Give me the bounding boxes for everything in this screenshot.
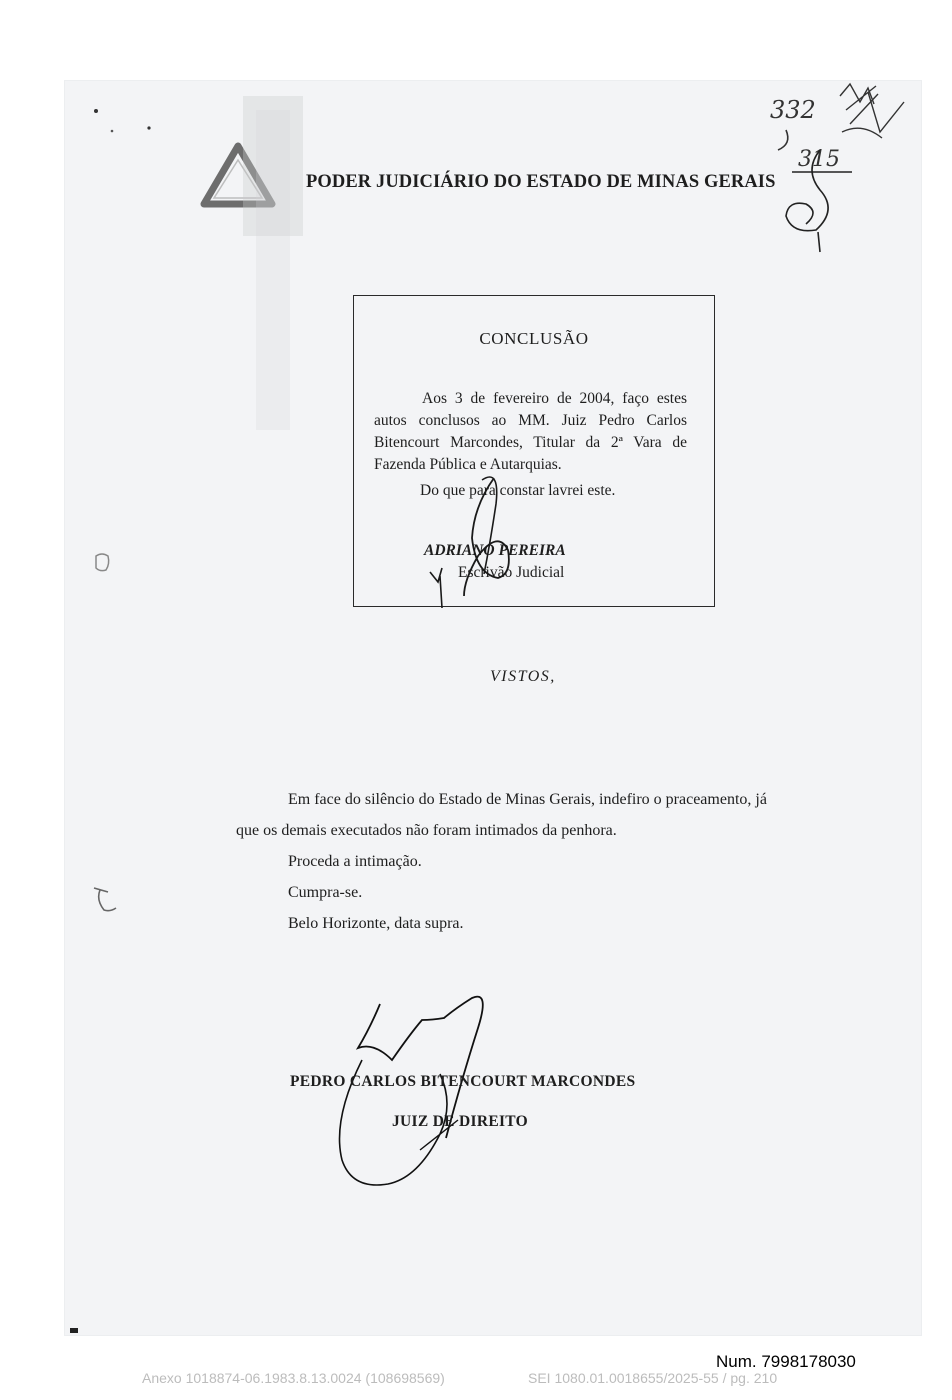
- decision-line: Cumpra-se.: [288, 884, 363, 901]
- vistos-heading: VISTOS,: [490, 668, 556, 685]
- clerk-role: Escrivão Judicial: [458, 564, 565, 581]
- conclusao-closing: Do que para constar lavrei este.: [420, 482, 616, 499]
- scanned-page: [64, 80, 922, 1336]
- decision-line: que os demais executados não foram intimados da penhora.: [236, 822, 617, 839]
- footer-sei-page: SEI 1080.01.0018655/2025-55 / pg. 210: [528, 1370, 778, 1386]
- decision-line: Proceda a intimação.: [288, 853, 422, 870]
- stamp-number-top: 332: [770, 96, 816, 124]
- decision-line: Em face do silêncio do Estado de Minas Gerais, indefiro o praceamento, já: [288, 791, 767, 808]
- conclusao-body: Aos 3 de fevereiro de 2004, faço estes autos conclusos ao MM. Juiz Pedro Carlos Bitencourt Marcondes, Titular da 2ª Vara de Fazenda Pública e Autarquias.: [374, 390, 687, 473]
- court-title: PODER JUDICIÁRIO DO ESTADO DE MINAS GERAIS: [306, 172, 776, 192]
- judge-title: JUIZ DE DIREITO: [392, 1113, 529, 1130]
- judge-name: PEDRO CARLOS BITENCOURT MARCONDES: [290, 1073, 636, 1090]
- conclusao-box: [353, 295, 715, 607]
- clerk-name: ADRIANO PEREIRA: [424, 542, 566, 559]
- document-number: Num. 7998178030: [716, 1352, 856, 1371]
- footer-anexo: Anexo 1018874-06.1983.8.13.0024 (108698569): [142, 1370, 445, 1386]
- place-date-line: Belo Horizonte, data supra.: [288, 915, 464, 932]
- stamp-number-bottom: 315: [798, 147, 840, 172]
- conclusao-title: CONCLUSÃO: [479, 329, 589, 348]
